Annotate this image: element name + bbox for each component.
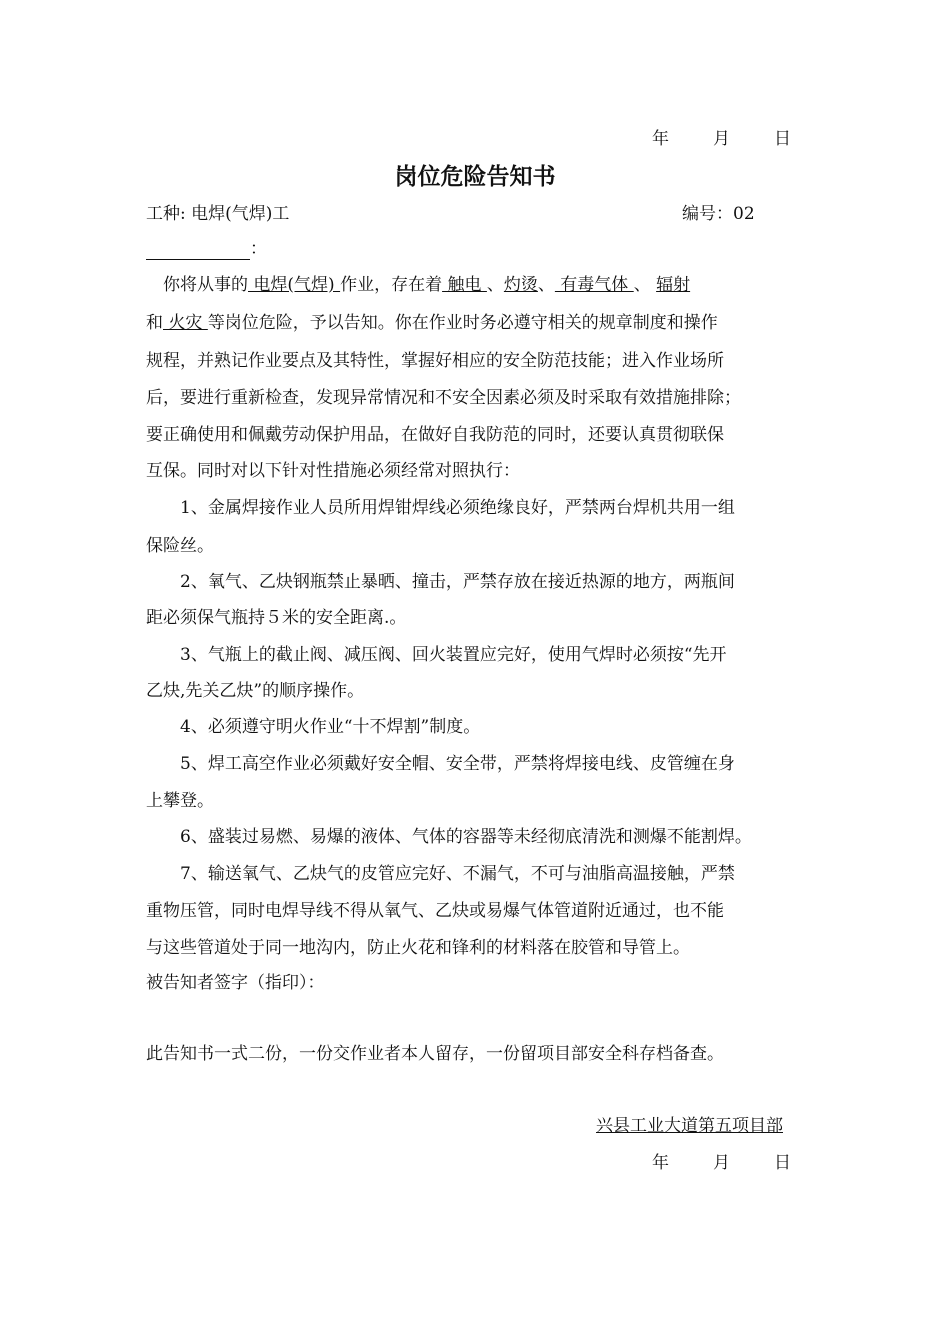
intro-line-4: 后，要进行重新检查，发现异常情况和不安全因素必须及时采取有效措施排除； <box>146 388 741 408</box>
job-type: 工种: 电焊(气焊)工 <box>146 204 290 224</box>
measure-2-line-2: 距必须保气瓶持５米的安全距离.。 <box>146 608 407 628</box>
addressee-blank <box>146 241 250 260</box>
top-date-year: 年 <box>652 129 669 149</box>
bottom-date-month: 月 <box>713 1153 730 1173</box>
separator: 、 <box>537 275 555 295</box>
measure-5-line-2: 上攀登。 <box>146 791 214 811</box>
intro-line-3: 规程，并熟记作业要点及其特性，掌握好相应的安全防范技能；进入作业场所 <box>146 351 724 371</box>
hazard-toxic-gas: 有毒气体 <box>554 275 634 295</box>
job-name-underlined: 电焊(气焊) <box>248 275 341 295</box>
bottom-date-day: 日 <box>774 1153 791 1173</box>
bottom-date <box>652 1152 791 1174</box>
intro-text: 等岗位危险，予以告知。你在作业时务必遵守相关的规章制度和操作 <box>207 313 718 333</box>
intro-line-5: 要正确使用和佩戴劳动保护用品，在做好自我防范的同时，还要认真贯彻联保 <box>146 425 724 445</box>
measure-1-line-2: 保险丝。 <box>146 536 214 556</box>
addressee-colon: ： <box>250 239 267 259</box>
separator: 、 <box>633 275 657 295</box>
measure-3-line-1: 3、气瓶上的截止阀、减压阀、回火装置应完好，使用气焊时必须按“先开 <box>180 645 727 665</box>
measure-6-line-1: 6、盛装过易燃、易爆的液体、气体的容器等未经彻底清洗和测爆不能割焊。 <box>180 827 752 847</box>
intro-line-2 <box>146 312 718 334</box>
copies-note: 此告知书一式二份，一份交作业者本人留存，一份留项目部安全科存档备查。 <box>146 1044 724 1064</box>
measure-7-line-1: 7、输送氧气、乙炔气的皮管应完好、不漏气，不可与油脂高温接触，严禁 <box>180 864 735 884</box>
intro-line-1 <box>163 274 690 296</box>
measure-1-line-1: 1、金属焊接作业人员所用焊钳焊线必须绝缘良好，严禁两台焊机共用一组 <box>180 498 735 518</box>
measure-2-line-1: 2、氧气、乙炔钢瓶禁止暴晒、撞击，严禁存放在接近热源的地方，两瓶间 <box>180 572 735 592</box>
document-number: 编号：02 <box>682 204 755 224</box>
top-date-day: 日 <box>774 129 791 149</box>
intro-text: 和 <box>146 313 163 333</box>
hazard-electric-shock: 触电 <box>442 275 487 295</box>
measure-5-line-1: 5、焊工高空作业必须戴好安全帽、安全带，严禁将焊接电线、皮管缠在身 <box>180 754 735 774</box>
bottom-date-year: 年 <box>652 1153 669 1173</box>
top-date-month: 月 <box>713 129 730 149</box>
hazard-burn: 灼烫 <box>503 275 538 295</box>
hazard-radiation: 辐射 <box>656 275 691 295</box>
separator: 、 <box>486 275 504 295</box>
measure-7-line-2: 重物压管，同时电焊导线不得从氧气、乙炔或易爆气体管道附近通过，也不能 <box>146 901 724 921</box>
addressee-line <box>146 238 267 260</box>
measure-3-line-2: 乙炔,先关乙炔”的顺序操作。 <box>146 681 365 701</box>
measure-7-line-3: 与这些管道处于同一地沟内，防止火花和锋利的材料落在胶管和导管上。 <box>146 938 690 958</box>
intro-line-6: 互保。同时对以下针对性措施必须经常对照执行： <box>146 461 520 481</box>
signature-label: 被告知者签字（指印）： <box>146 973 325 993</box>
organization-name: 兴县工业大道第五项目部 <box>596 1116 783 1136</box>
document-title: 岗位危险告知书 <box>394 163 556 190</box>
intro-text: 作业，存在着 <box>340 275 443 295</box>
hazard-fire: 火灾 <box>163 313 208 333</box>
intro-text: 你将从事的 <box>163 275 248 295</box>
top-date <box>652 128 791 150</box>
measure-4-line-1: 4、必须遵守明火作业“十不焊割”制度。 <box>180 717 481 737</box>
